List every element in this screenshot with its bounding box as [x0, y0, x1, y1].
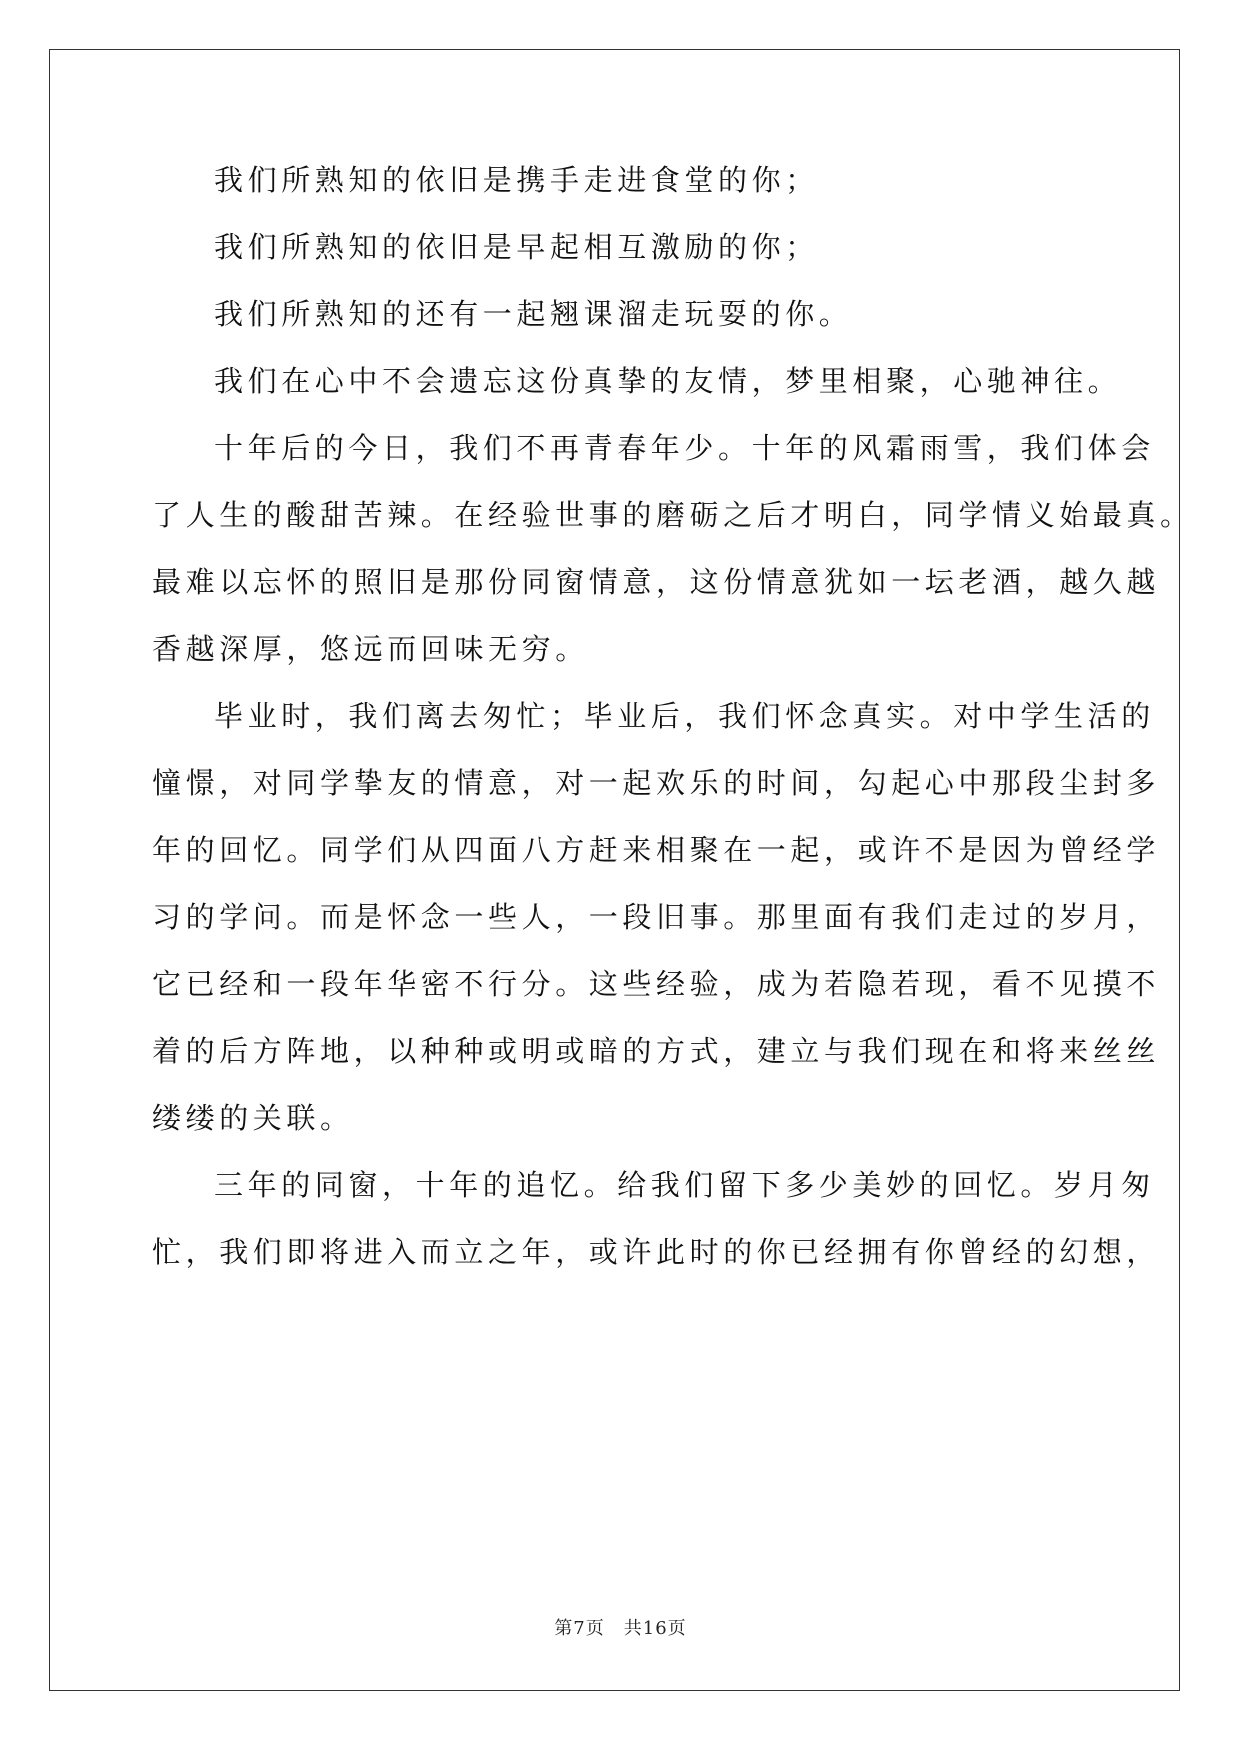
- paragraph-line: 缕缕的关联。: [152, 1101, 354, 1135]
- paragraph-line: 憧憬，对同学挚友的情意，对一起欢乐的时间，勾起心中那段尘封多: [152, 766, 1161, 800]
- paragraph-line: 我们所熟知的依旧是携手走进食堂的你；: [214, 163, 819, 197]
- paragraph-line: 毕业时，我们离去匆忙；毕业后，我们怀念真实。对中学生活的: [214, 699, 1155, 733]
- paragraph-line: 我们所熟知的还有一起翘课溜走玩耍的你。: [214, 297, 853, 331]
- paragraph-line: 年的回忆。同学们从四面八方赶来相聚在一起，或许不是因为曾经学: [152, 833, 1161, 867]
- paragraph-line: 最难以忘怀的照旧是那份同窗情意，这份情意犹如一坛老酒，越久越: [152, 565, 1161, 599]
- paragraph-line: 着的后方阵地，以种种或明或暗的方式，建立与我们现在和将来丝丝: [152, 1034, 1161, 1068]
- paragraph-line: 我们在心中不会遗忘这份真挚的友情，梦里相聚，心驰神往。: [214, 364, 1122, 398]
- paragraph-line: 三年的同窗，十年的追忆。给我们留下多少美妙的回忆。岁月匆: [214, 1168, 1155, 1202]
- paragraph-line: 我们所熟知的依旧是早起相互激励的你；: [214, 230, 819, 264]
- paragraph-line: 十年后的今日，我们不再青春年少。十年的风霜雨雪，我们体会: [214, 431, 1155, 465]
- page-number: 第7页 共16页: [554, 1618, 687, 1639]
- paragraph-line: 香越深厚，悠远而回味无穷。: [152, 632, 589, 666]
- paragraph-line: 习的学问。而是怀念一些人，一段旧事。那里面有我们走过的岁月，: [152, 900, 1161, 934]
- paragraph-line: 它已经和一段年华密不行分。这些经验，成为若隐若现，看不见摸不: [152, 967, 1161, 1001]
- paragraph-line: 了人生的酸甜苦辣。在经验世事的磨砺之后才明白，同学情义始最真。: [152, 498, 1194, 532]
- paragraph-line: 忙，我们即将进入而立之年，或许此时的你已经拥有你曾经的幻想，: [152, 1235, 1161, 1269]
